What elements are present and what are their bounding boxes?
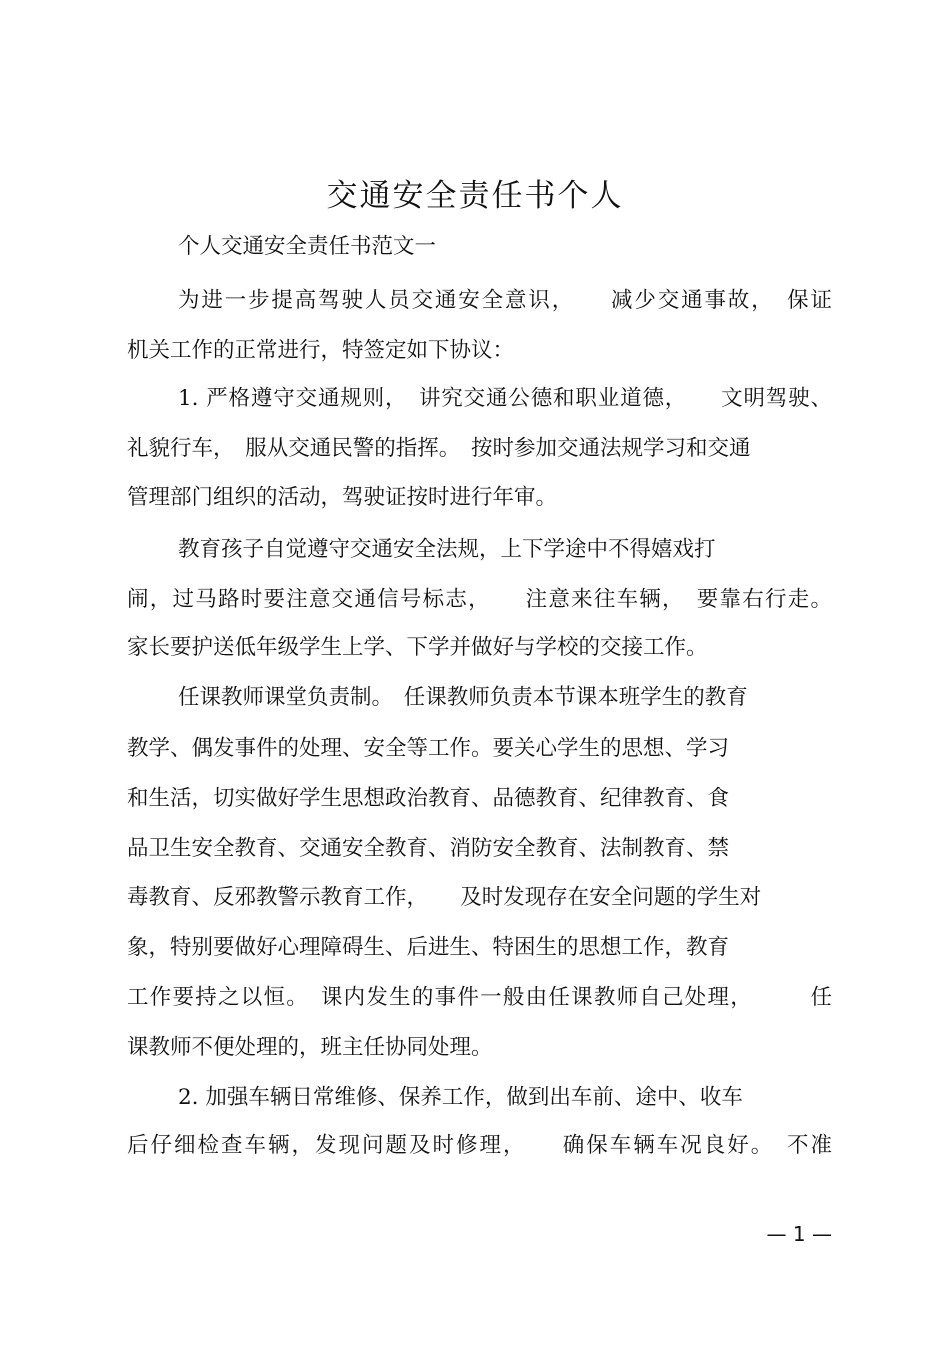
page-number: — 1 —: [766, 1222, 832, 1246]
paragraph-line: 品卫生安全教育、交通安全教育、消防安全教育、法制教育、禁: [127, 836, 730, 861]
paragraph-line: 机关工作的正常进行，特签定如下协议：: [127, 338, 515, 363]
paragraph-line: 工作要持之以恒。 课内发生的事件一般由任课教师自己处理， 任: [127, 985, 832, 1010]
paragraph-line: 教学、偶发事件的处理、安全等工作。要关心学生的思想、学习: [127, 736, 730, 761]
paragraph-line: 任课教师课堂负责制。 任课教师负责本节课本班学生的教育: [178, 685, 748, 710]
paragraph-line: 毒教育、反邪教警示教育工作， 及时发现存在安全问题的学生对: [127, 885, 762, 910]
paragraph-line: 后仔细检查车辆，发现问题及时修理， 确保车辆车况良好。 不准: [127, 1133, 832, 1158]
paragraph-line: 礼貌行车， 服从交通民警的指挥。 按时参加交通法规学习和交通: [127, 436, 751, 461]
paragraph-line: 2. 加强车辆日常维修、保养工作，做到出车前、途中、收车: [178, 1085, 743, 1110]
document-title: 交通安全责任书个人: [326, 178, 624, 214]
paragraph-line: 和生活，切实做好学生思想政治教育、品德教育、纪律教育、食: [127, 786, 730, 811]
paragraph-line: 家长要护送低年级学生上学、下学并做好与学校的交接工作。: [127, 635, 708, 660]
paragraph-line: 为进一步提高驾驶人员交通安全意识， 减少交通事故， 保证: [178, 288, 832, 313]
paragraph-line: 管理部门组织的活动，驾驶证按时进行年审。: [127, 485, 558, 510]
subtitle-line: 个人交通安全责任书范文一: [178, 234, 437, 259]
paragraph-line: 教育孩子自觉遵守交通安全法规，上下学途中不得嬉戏打: [178, 537, 716, 562]
paragraph-line: 课教师不便处理的，班主任协同处理。: [127, 1035, 493, 1060]
paragraph-line: 象，特别要做好心理障碍生、后进生、特困生的思想工作，教育: [127, 935, 730, 960]
paragraph-line: 闹，过马路时要注意交通信号标志， 注意来往车辆， 要靠右行走。: [127, 587, 832, 612]
paragraph-line: 1. 严格遵守交通规则， 讲究交通公德和职业道德， 文明驾驶、: [178, 386, 832, 411]
